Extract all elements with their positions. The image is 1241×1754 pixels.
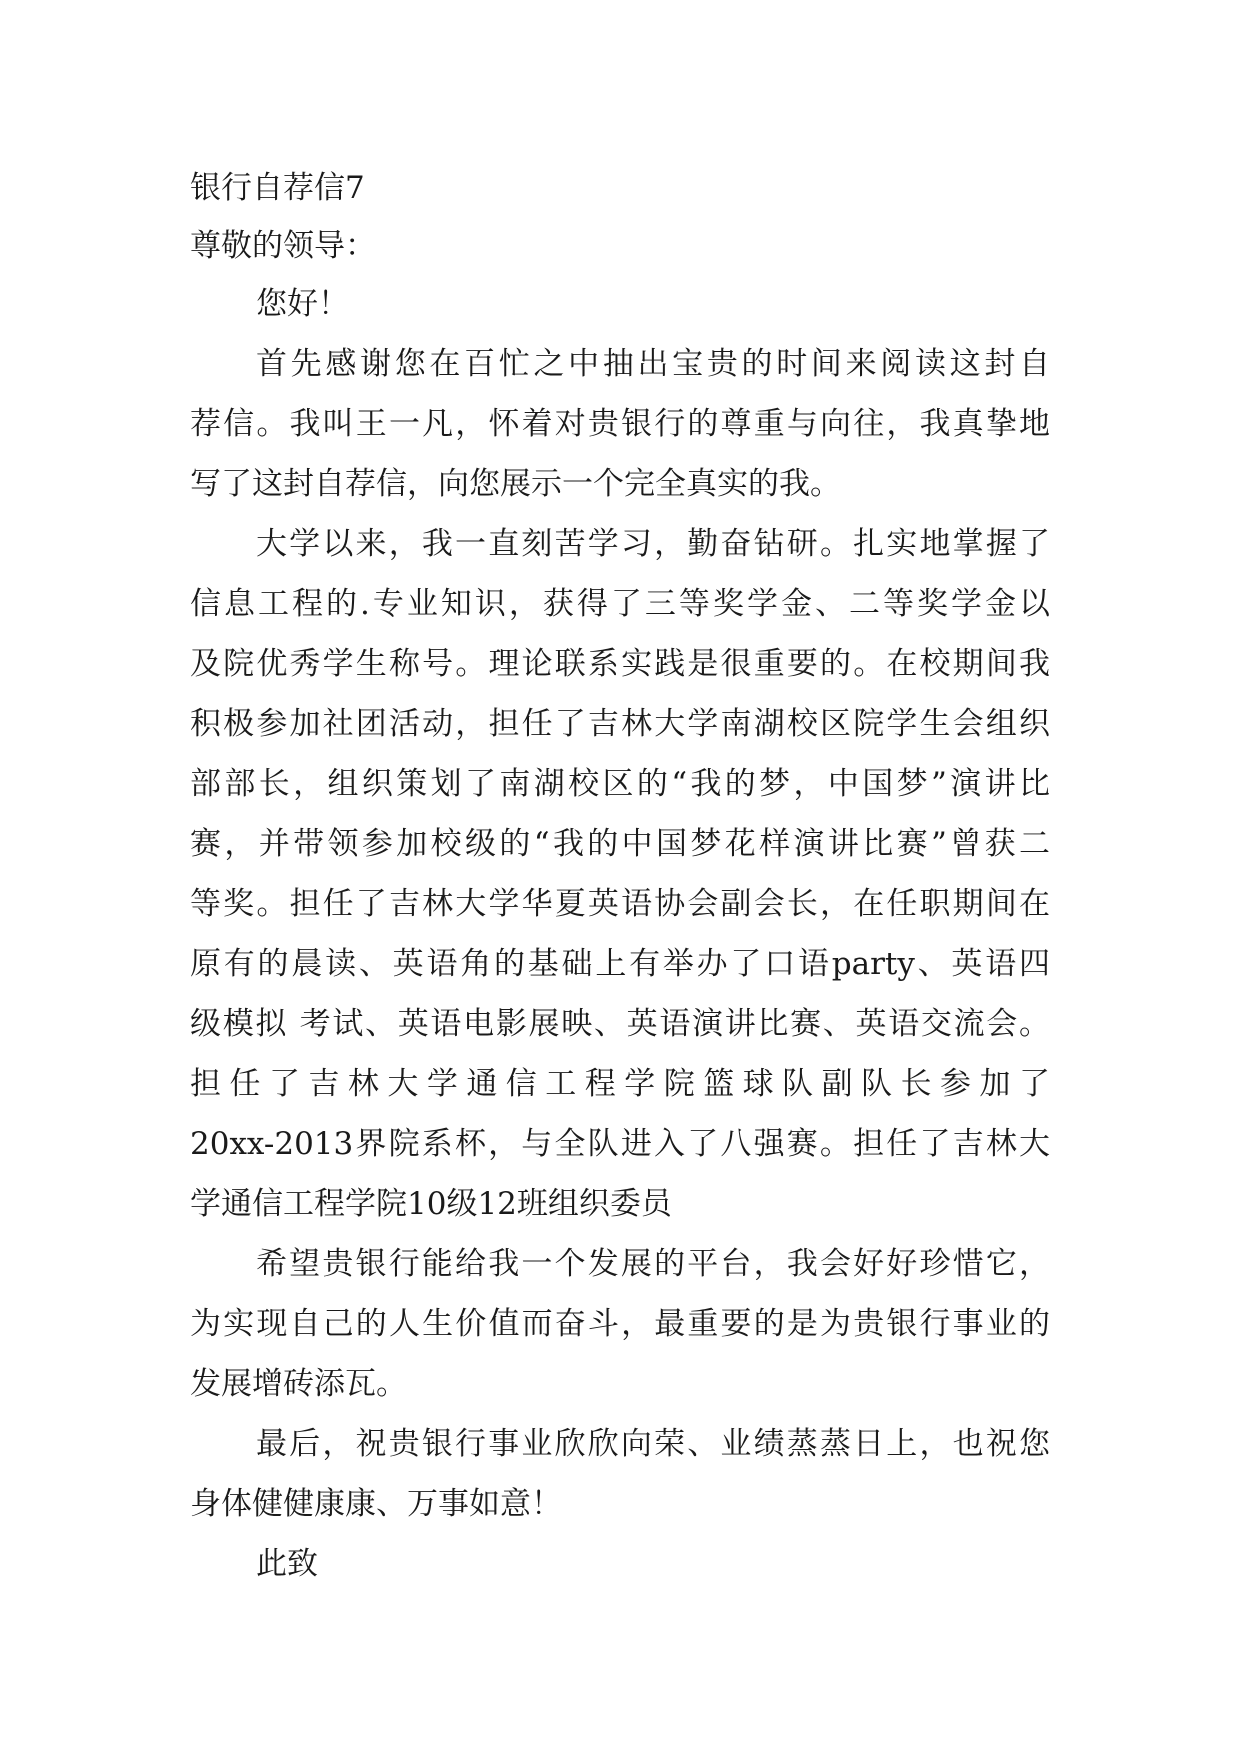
paragraph-line: 为实现自己的人生价值而奋斗，最重要的是为贵银行事业的: [190, 1306, 1050, 1342]
paragraph-line: 最后，祝贵银行事业欣欣向荣、业绩蒸蒸日上，也祝您: [256, 1426, 1050, 1462]
salutation: 尊敬的领导：: [190, 228, 376, 264]
paragraph-line: 级模拟 考试、英语电影展映、英语演讲比赛、英语交流会。: [190, 1006, 1050, 1042]
paragraph-line: 学通信工程学院10级12班组织委员: [190, 1186, 672, 1222]
paragraph-line: 20xx-2013界院系杯，与全队进入了八强赛。担任了吉林大: [190, 1126, 1050, 1162]
paragraph-line: 积极参加社团活动，担任了吉林大学南湖校区院学生会组织: [190, 706, 1050, 742]
paragraph-line: 大学以来，我一直刻苦学习，勤奋钻研。扎实地掌握了: [256, 526, 1050, 562]
paragraph-line: 信息工程的.专业知识，获得了三等奖学金、二等奖学金以: [190, 586, 1050, 622]
closing: 此致: [256, 1546, 318, 1582]
paragraph-wishes: [190, 1414, 1050, 1534]
paragraph-line: 发展增砖添瓦。: [190, 1366, 407, 1402]
paragraph-line: 部部长，组织策划了南湖校区的“我的梦，中国梦”演讲比: [190, 766, 1050, 802]
letter-title: 银行自荐信7: [190, 170, 365, 206]
paragraph-line: 希望贵银行能给我一个发展的平台，我会好好珍惜它，: [256, 1246, 1050, 1282]
paragraph-line: 首先感谢您在百忙之中抽出宝贵的时间来阅读这封自: [256, 346, 1050, 382]
paragraph-line: 荐信。我叫王一凡，怀着对贵银行的尊重与向往，我真挚地: [190, 406, 1050, 442]
paragraph-thanks: [190, 334, 1050, 514]
paragraph-line: 赛，并带领参加校级的“我的中国梦花样演讲比赛”曾获二: [190, 826, 1050, 862]
greeting: 您好！: [256, 286, 349, 322]
paragraph-line: 写了这封自荐信，向您展示一个完全真实的我。: [190, 466, 841, 502]
paragraph-experience: [190, 514, 1050, 1234]
paragraph-line: 身体健健康康、万事如意！: [190, 1486, 562, 1522]
letter-body: [190, 158, 1050, 1594]
paragraph-line: 担任了吉林大学通信工程学院篮球队副队长参加了: [190, 1066, 1050, 1102]
paragraph-line: 等奖。担任了吉林大学华夏英语协会副会长，在任职期间在: [190, 886, 1050, 922]
paragraph-line: 及院优秀学生称号。理论联系实践是很重要的。在校期间我: [190, 646, 1050, 682]
paragraph-hope: [190, 1234, 1050, 1414]
paragraph-line: 原有的晨读、英语角的基础上有举办了口语party、英语四: [190, 946, 1050, 982]
